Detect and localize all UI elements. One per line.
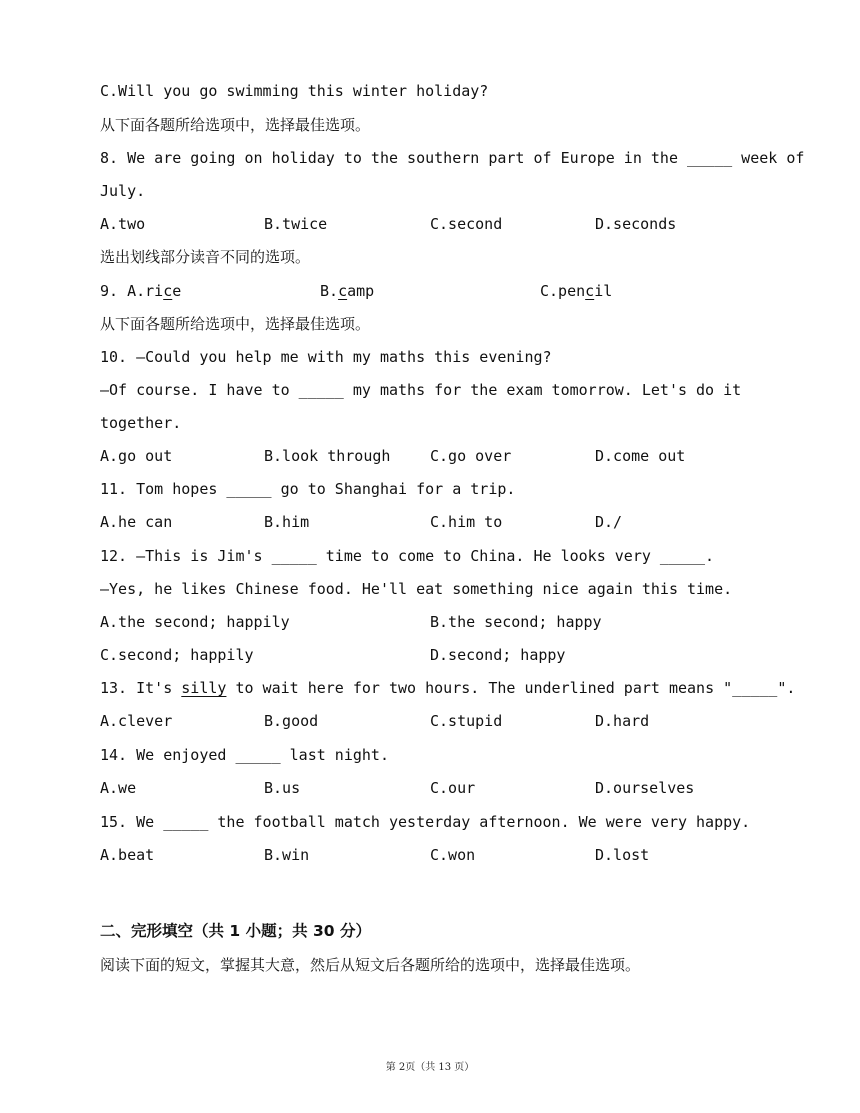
question-12-stem: 12. —This is Jim's _____ time to come to China. He looks very _____.: [100, 547, 715, 565]
q12-option-b: B.the second; happy: [430, 613, 602, 631]
q8-option-a: A.two: [100, 215, 146, 233]
q11-option-b: B.him: [264, 513, 310, 531]
q15-option-c: C.won: [430, 846, 476, 864]
q10-option-d: D.come out: [595, 447, 686, 465]
section-instruction: 阅读下面的短文，掌握其大意，然后从短文后各题所给的选项中，选择最佳选项。: [100, 956, 641, 974]
q9-option-c: C.pencil: [540, 282, 613, 300]
question-10-stem-cont: together.: [100, 414, 182, 432]
question-11-stem: 11. Tom hopes _____ go to Shanghai for a trip.: [100, 480, 516, 498]
q12-option-c: C.second; happily: [100, 646, 254, 664]
q8-option-d: D.seconds: [595, 215, 677, 233]
q14-option-a: A.we: [100, 779, 137, 797]
instruction-text: 选出划线部分读音不同的选项。: [100, 248, 311, 266]
q11-option-c: C.him to: [430, 513, 503, 531]
page-footer: 第 2页（共 13 页）: [385, 1062, 475, 1073]
q12-option-a: A.the second; happily: [100, 613, 290, 631]
q8-option-b: B.twice: [264, 215, 328, 233]
q13-option-c: C.stupid: [430, 712, 503, 730]
question-8-stem-cont: July.: [100, 182, 146, 200]
q14-option-d: D.ourselves: [595, 779, 695, 797]
q15-option-d: D.lost: [595, 846, 650, 864]
instruction-text: 从下面各题所给选项中，选择最佳选项。: [100, 116, 371, 134]
question-14-stem: 14. We enjoyed _____ last night.: [100, 746, 389, 764]
question-10-stem-cont: —Of course. I have to _____ my maths for the exam tomorrow. Let's do it: [100, 381, 742, 399]
q15-option-b: B.win: [264, 846, 310, 864]
question-13-stem: 13. It's silly to wait here for two hours. The underlined part means "_____".: [100, 679, 796, 697]
q12-option-d: D.second; happy: [430, 646, 566, 664]
q13-option-d: D.hard: [595, 712, 650, 730]
question-7-option-c: C.Will you go swimming this winter holiday?: [100, 82, 489, 100]
question-8-stem: 8. We are going on holiday to the southern part of Europe in the _____ week of: [100, 149, 805, 167]
q11-option-a: A.he can: [100, 513, 173, 531]
q10-option-c: C.go over: [430, 447, 512, 465]
q13-option-a: A.clever: [100, 712, 173, 730]
q13-option-b: B.good: [264, 712, 319, 730]
q10-option-b: B.look through: [264, 447, 391, 465]
instruction-text: 从下面各题所给选项中，选择最佳选项。: [100, 315, 371, 333]
q9-option-a: 9. A.rice: [100, 282, 182, 300]
question-15-stem: 15. We _____ the football match yesterday afternoon. We were very happy.: [100, 813, 751, 831]
underlined-word: silly: [181, 679, 227, 697]
question-10-stem: 10. —Could you help me with my maths this evening?: [100, 348, 552, 366]
q8-option-c: C.second: [430, 215, 503, 233]
q9-option-b: B.camp: [320, 282, 375, 300]
q14-option-c: C.our: [430, 779, 476, 797]
q14-option-b: B.us: [264, 779, 301, 797]
question-12-stem-cont: —Yes, he likes Chinese food. He'll eat something nice again this time.: [100, 580, 733, 598]
q15-option-a: A.beat: [100, 846, 155, 864]
q10-option-a: A.go out: [100, 447, 173, 465]
q11-option-d: D./: [595, 513, 623, 531]
section-heading: 二、完形填空（共 1 小题；共 30 分）: [100, 922, 371, 940]
